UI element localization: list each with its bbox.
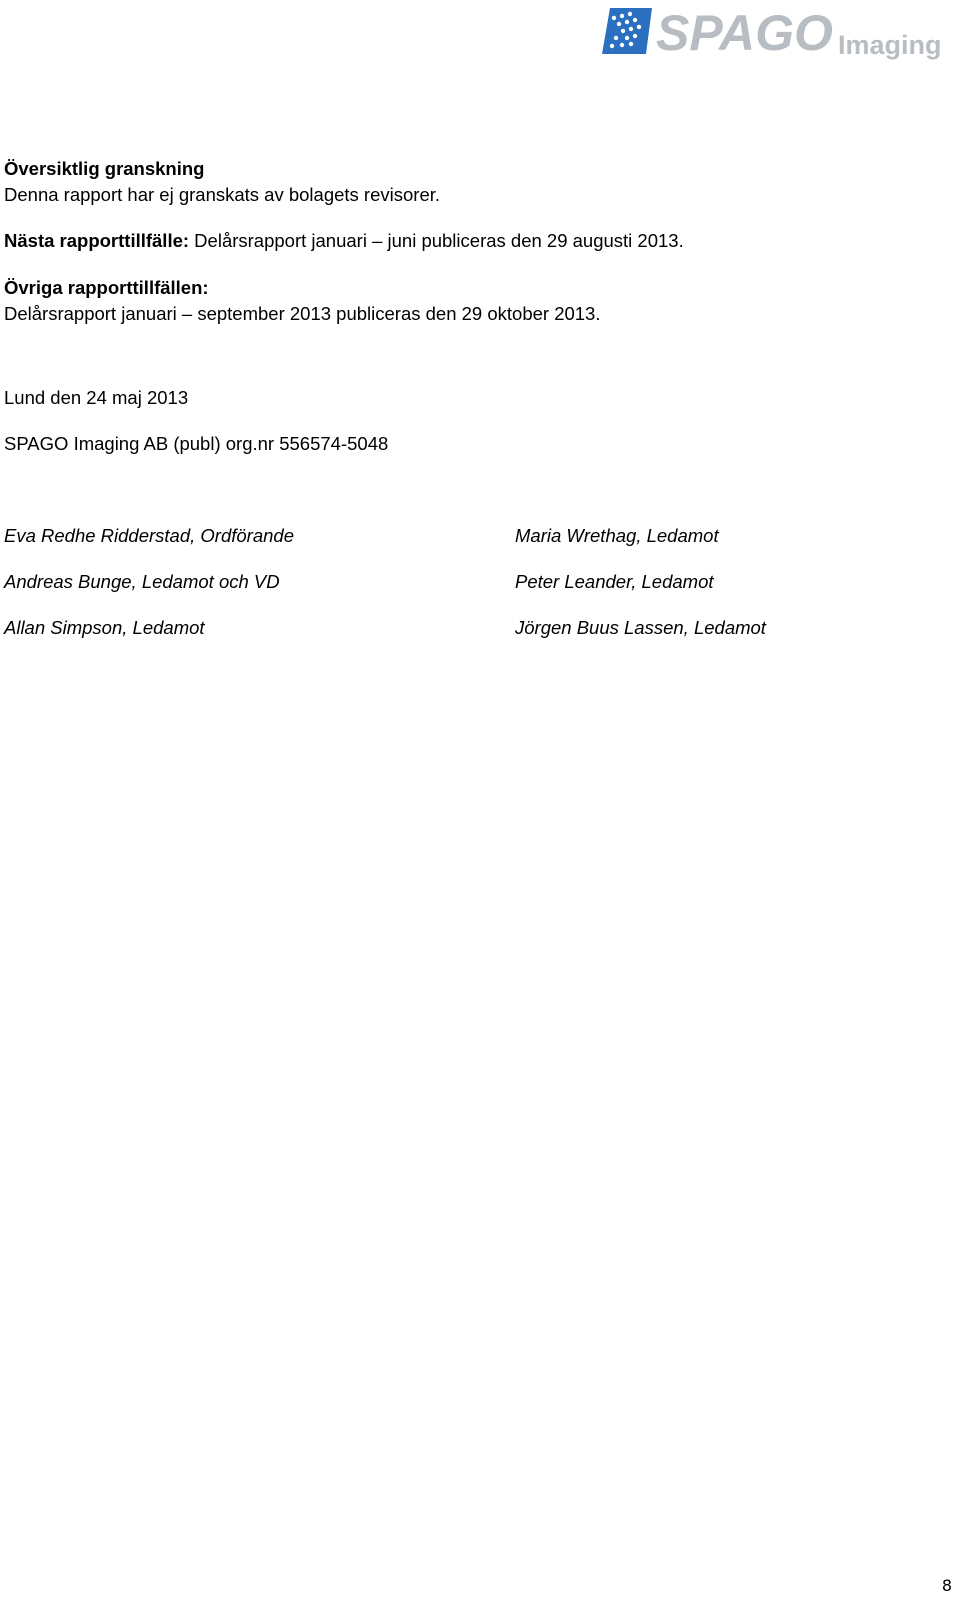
review-heading: Översiktlig granskning bbox=[4, 158, 205, 179]
signatory-left-1: Eva Redhe Ridderstad, Ordförande bbox=[4, 525, 295, 546]
signatory-right-1: Maria Wrethag, Ledamot bbox=[515, 525, 719, 546]
next-report-label: Nästa rapporttillfälle: bbox=[4, 230, 190, 251]
place-date: Lund den 24 maj 2013 bbox=[4, 387, 189, 408]
logo-subbrand: Imaging bbox=[838, 30, 942, 60]
signatory-left-2: Andreas Bunge, Ledamot och VD bbox=[4, 571, 280, 592]
signatory-right-3: Jörgen Buus Lassen, Ledamot bbox=[515, 617, 766, 638]
next-report-text: Delårsrapport januari – juni publiceras den 29 augusti 2013. bbox=[189, 230, 684, 251]
other-reports-text: Delårsrapport januari – september 2013 publiceras den 29 oktober 2013. bbox=[4, 303, 601, 324]
next-report-line bbox=[4, 230, 684, 252]
logo-mark bbox=[602, 8, 652, 54]
company-logo bbox=[600, 4, 960, 64]
review-text: Denna rapport har ej granskats av bolagets revisorer. bbox=[4, 184, 441, 205]
other-reports-heading: Övriga rapporttillfällen: bbox=[4, 277, 209, 298]
company-info: SPAGO Imaging AB (publ) org.nr 556574-5048 bbox=[4, 433, 389, 454]
spago-logo-icon bbox=[600, 4, 960, 64]
signatory-right-2: Peter Leander, Ledamot bbox=[515, 571, 714, 592]
logo-brand: SPAGO bbox=[656, 5, 833, 61]
page-number: 8 bbox=[941, 1576, 952, 1595]
signatory-left-3: Allan Simpson, Ledamot bbox=[4, 617, 205, 638]
